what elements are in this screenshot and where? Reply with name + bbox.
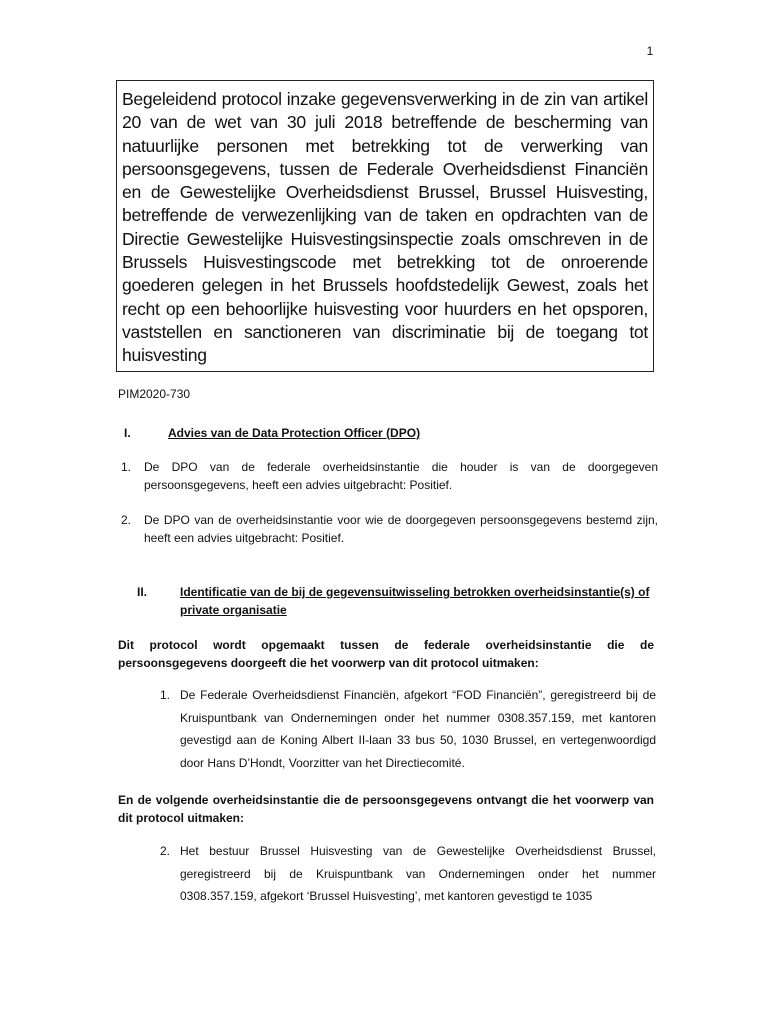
list-item-text: De Federale Overheidsdienst Financiën, afgekort “FOD Financiën”, geregistreerd bij de Kruispuntbank van Ondernemingen onder het nummer 0308.357.159, met kantoren gevestigd aan de Koning Albert II-laan 33 bus 50, 1030 Brussel, en vertegenwoordigd door Hans D’Hondt, Voorzitter van het Directiecomité. — [180, 688, 656, 770]
section-title-2: Identificatie van de bij de gegevensuitwisseling betrokken overheidsinstantie(s) of private organisatie — [180, 585, 650, 617]
list-item — [118, 511, 658, 547]
list-item-number: 1. — [160, 688, 171, 702]
page-number: 1 — [646, 44, 654, 58]
list-item-text: De DPO van de overheidsinstantie voor wie de doorgegeven persoonsgegevens bestemd zijn, heeft een advies uitgebracht: Positief. — [144, 513, 658, 545]
list-item-text: Het bestuur Brussel Huisvesting van de Gewestelijke Overheidsdienst Brussel, geregistreerd bij de Kruispuntbank van Ondernemingen onder het nummer 0308.357.159, afgekort ‘Brussel Huisvesting’, met kantoren gevestigd te 1035 — [180, 844, 656, 903]
section-number-1: I. — [124, 426, 131, 440]
section-title-1: Advies van de Data Protection Officer (DPO) — [168, 426, 421, 440]
list-item-number: 2. — [160, 844, 171, 858]
list-item — [118, 458, 658, 494]
list-item-text: De DPO van de federale overheidsinstantie die houder is van de doorgegeven persoonsgegevens, heeft een advies uitgebracht: Positief. — [144, 460, 658, 492]
list-item — [160, 840, 656, 908]
document-title: Begeleidend protocol inzake gegevensverwerking in de zin van artikel 20 van de wet van 30 juli 2018 betreffende de bescherming van natuurlijke personen met betrekking tot de verwerking van persoonsgegevens, tussen de Federale Overheidsdienst Financiën en de Gewestelijke Overheidsdienst Brussel, Brussel Huisvesting, betreffende de verwezenlijking van de taken en opdrachten van de Directie Gewestelijke Huisvestingsinspectie zoals omschreven in de Brussels Huisvestingscode met betrekking tot de onroerende goederen gelegen in het Brussels hoofdstedelijk Gewest, zoals het recht op een behoorlijke huisvesting voor huurders en het opsporen, vaststellen en sanctioneren van discriminatie bij de toegang tot huisvesting — [116, 80, 654, 372]
intro-paragraph: Dit protocol wordt opgemaakt tussen de federale overheidsinstantie die de persoonsgegevens doorgeeft die het voorwerp van dit protocol uitmaken: — [118, 638, 654, 670]
section-heading-2 — [137, 583, 657, 619]
recipient-paragraph: En de volgende overheidsinstantie die de persoonsgegevens ontvangt die het voorwerp van dit protocol uitmaken: — [118, 793, 654, 825]
section-number-2: II. — [137, 585, 148, 599]
list-item-number: 2. — [121, 513, 132, 527]
list-item-number: 1. — [121, 460, 132, 474]
section-heading-1 — [124, 424, 644, 442]
reference-number: PIM2020-730 — [118, 387, 191, 401]
list-item — [160, 684, 656, 774]
